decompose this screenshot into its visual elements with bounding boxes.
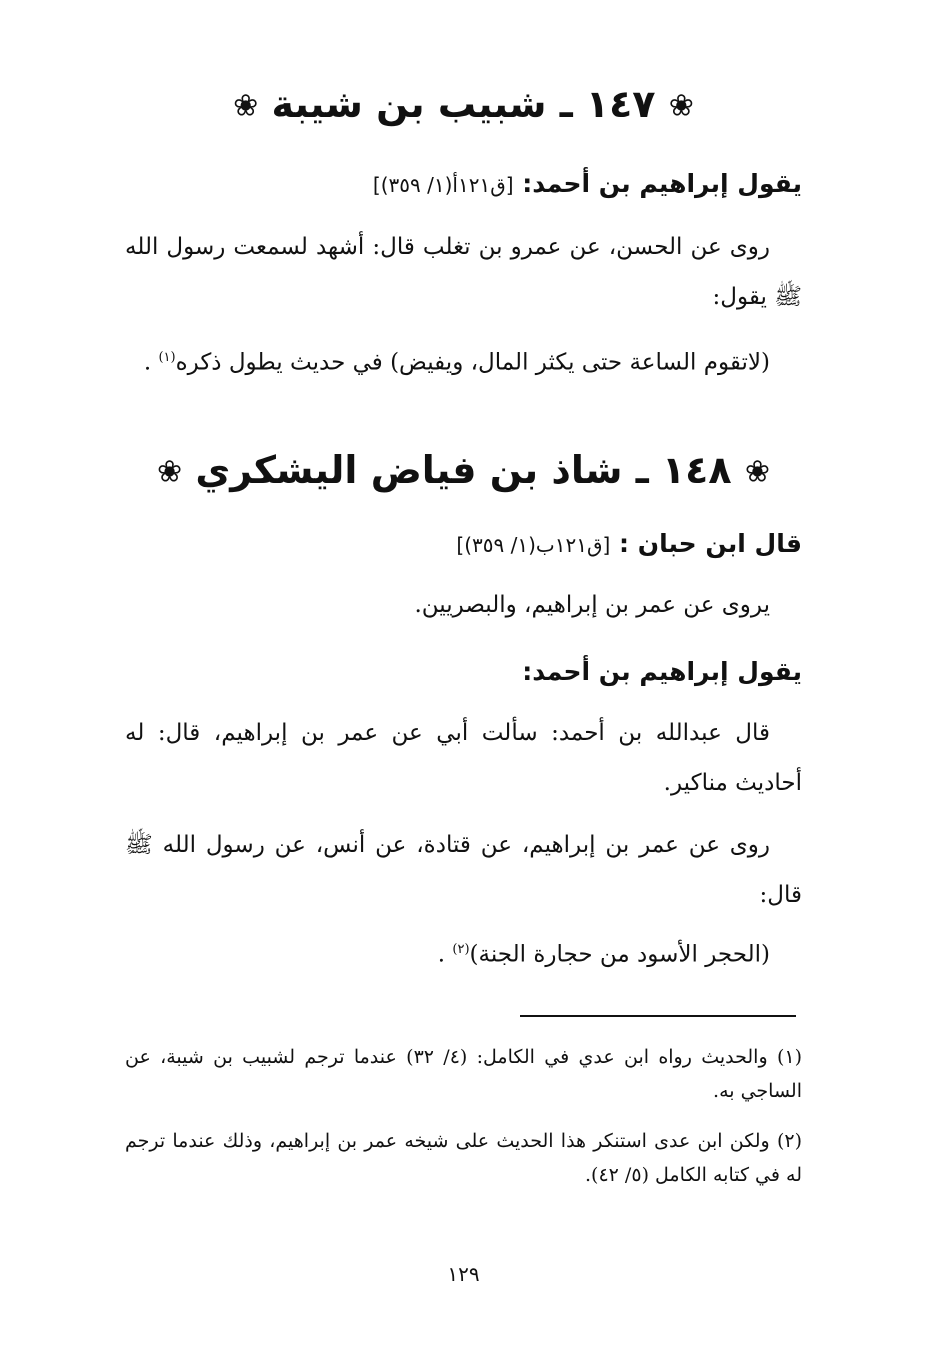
entry-148-paragraph-2: قال عبدالله بن أحمد: سألت أبي عن عمر بن إبراهيم، قال: له أحاديث مناكير. xyxy=(125,720,802,796)
entry-148-paragraph-1: يروى عن عمر بن إبراهيم، والبصريين. xyxy=(414,592,770,618)
page-number: ١٢٩ xyxy=(447,1262,480,1286)
entry-147-source-line xyxy=(125,168,802,201)
ornament-icon: ❀ xyxy=(233,88,259,124)
footnote-2: (٢) ولكن ابن عدى استنكر هذا الحديث على شيخه عمر بن إبراهيم، وذلك عندما ترجم له في كتابه الكامل (٥/ ٤٢). xyxy=(125,1130,802,1186)
entry-147-paragraph-2: (لاتقوم الساعة حتى يكثر المال، ويفيض) في حديث يطول ذكره$^{(١)}$ . xyxy=(143,349,770,376)
entry-148-heading xyxy=(125,448,802,494)
entry-147-heading xyxy=(125,82,802,128)
entry-147-paragraph-1: روى عن الحسن، عن عمرو بن تغلب قال: أشهد لسمعت رسول الله ﷺ يقول: xyxy=(125,234,802,310)
ornament-icon: ❀ xyxy=(744,454,770,490)
entry-148-paragraph-3: روى عن عمر بن إبراهيم، عن قتادة، عن أنس، عن رسول الله ﷺ قال: xyxy=(125,832,802,908)
ornament-icon: ❀ xyxy=(157,454,183,490)
footnote-marker: (١) xyxy=(158,350,176,365)
footnote-marker: (٢) xyxy=(452,942,470,957)
entry-148-title: ١٤٨ ـ شاذ بن فياض اليشكري xyxy=(195,448,732,492)
entry-148-source-line xyxy=(125,528,802,561)
source-label: قال ابن حبان : xyxy=(619,529,802,558)
manuscript-reference: [ق١٢١ب(١/ ٣٥٩)] xyxy=(456,533,611,557)
manuscript-reference: [ق١٢١أ(١/ ٣٥٩)] xyxy=(372,173,514,197)
hadith-text: (الحجر الأسود من حجارة الجنة) xyxy=(469,941,770,968)
source-label: يقول إبراهيم بن أحمد: xyxy=(522,169,802,198)
footnote-separator xyxy=(520,1015,796,1017)
footnote-1: (١) والحديث رواه ابن عدي في الكامل: (٤/ ٣٢) عندما ترجم لشبيب بن شيبة، عن الساجي به. xyxy=(125,1046,802,1102)
entry-148-source-line-2: يقول إبراهيم بن أحمد: xyxy=(522,657,802,686)
entry-147-title: ١٤٧ ـ شبيب بن شيبة xyxy=(271,82,656,126)
entry-148-paragraph-4: (الحجر الأسود من حجارة الجنة)$^{(٢)}$ . xyxy=(437,941,770,968)
hadith-text: (لاتقوم الساعة حتى يكثر المال، ويفيض) في حديث يطول ذكره xyxy=(175,349,770,376)
ornament-icon: ❀ xyxy=(668,88,694,124)
